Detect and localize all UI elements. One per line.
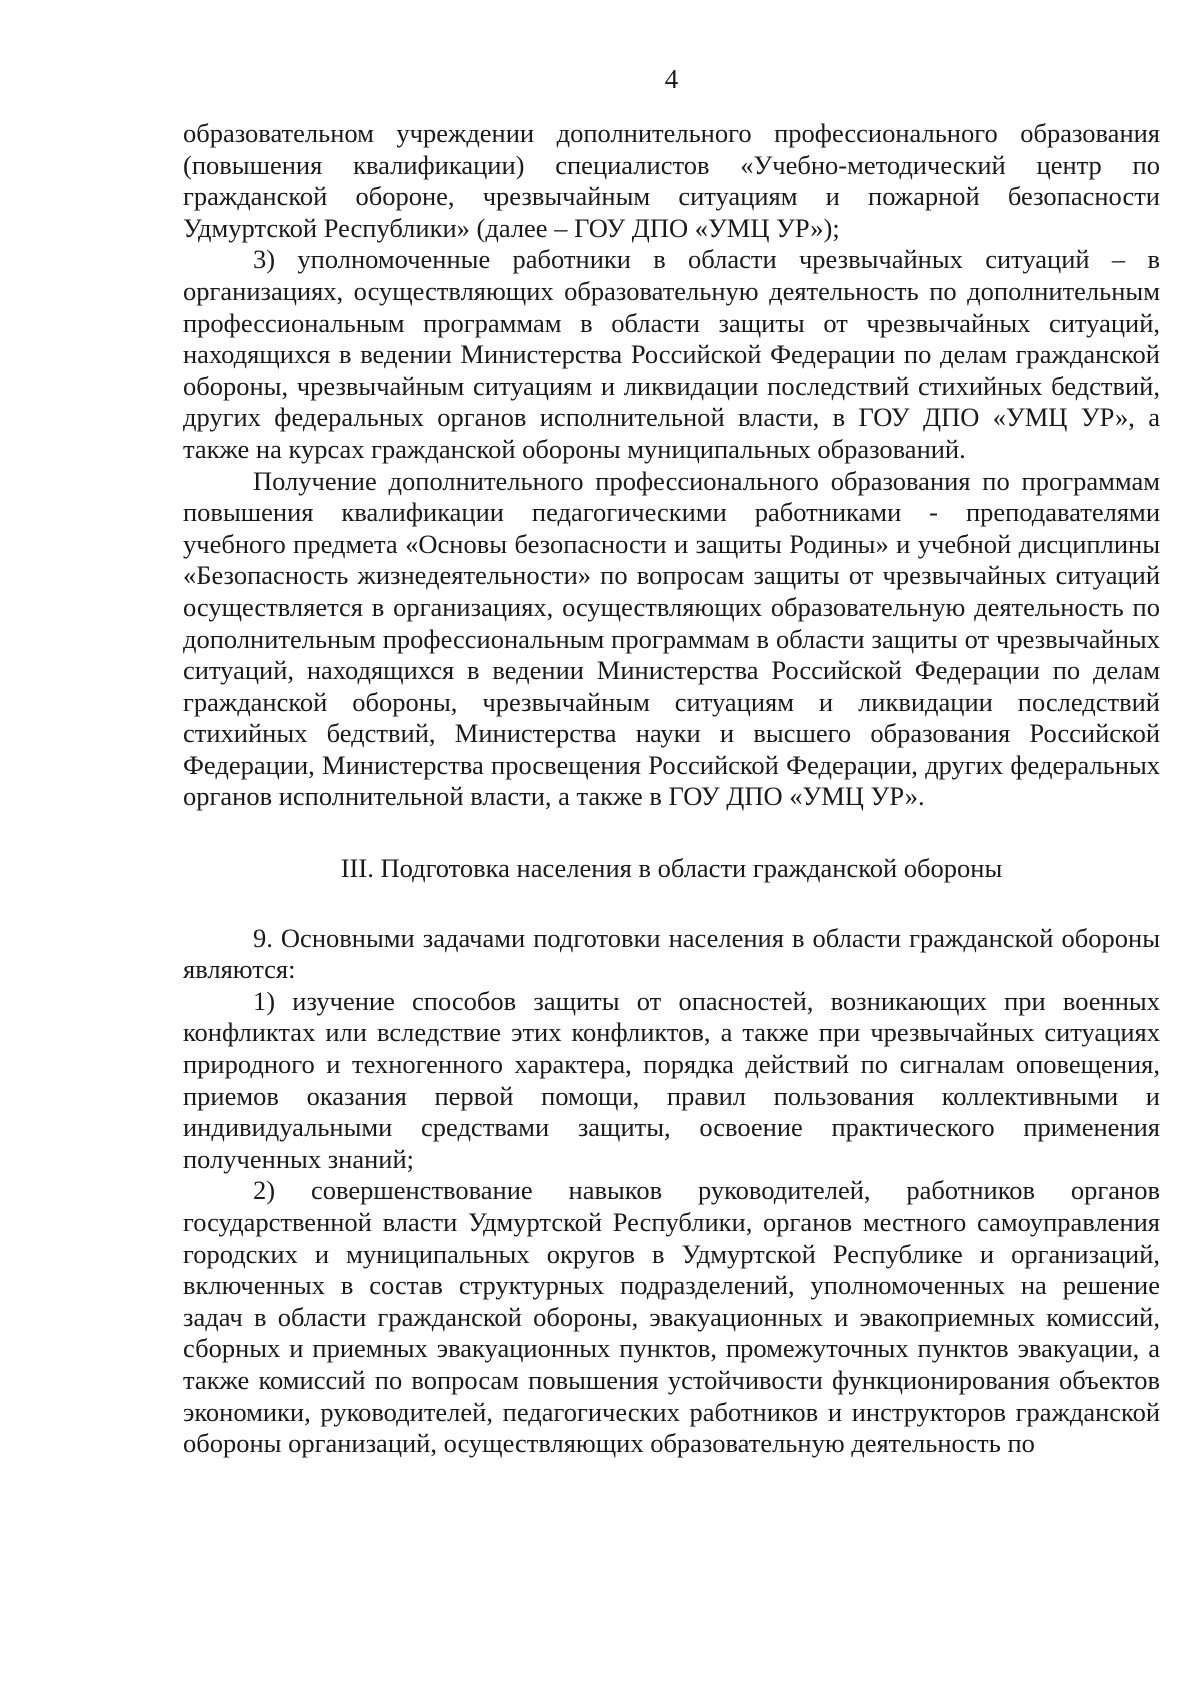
- paragraph-task-1: 1) изучение способов защиты от опасностей, возникающих при военных конфликтах или вследствие этих конфликтов, а также при чрезвычайных ситуациях природного и техногенного характера, порядка действий по сигналам оповещения, приемов оказания первой помощи, правил пользования коллективными и индивидуальными средствами защиты, освоение практического применения полученных знаний;: [183, 985, 1160, 1174]
- section-heading: III. Подготовка населения в области гражданской обороны: [340, 853, 1003, 884]
- paragraph-teacher-training: Получение дополнительного профессионального образования по программам повышения квалификации педагогическими работниками - преподавателями учебного предмета «Основы безопасности и защиты Родины» и учебной дисциплины «Безопасность жизнедеятельности» по вопросам защиты от чрезвычайных ситуаций осуществляется в организациях, осуществляющих образовательную деятельность по дополнительным профессиональным программам в области защиты от чрезвычайных ситуаций, находящихся в ведении Министерства Российской Федерации по делам гражданской обороны, чрезвычайным ситуациям и ликвидации последствий стихийных бедствий, Министерства науки и высшего образования Российской Федерации, Министерства просвещения Российской Федерации, других федеральных органов исполнительной власти, а также в ГОУ ДПО «УМЦ УР».: [183, 465, 1160, 812]
- paragraph-clause-9: 9. Основными задачами подготовки населения в области гражданской обороны являются:: [183, 922, 1160, 985]
- paragraph-item-3: 3) уполномоченные работники в области чрезвычайных ситуаций – в организациях, осуществляющих образовательную деятельность по дополнительным профессиональным программам в области защиты от чрезвычайных ситуаций, находящихся в ведении Министерства Российской Федерации по делам гражданской обороны, чрезвычайным ситуациям и ликвидации последствий стихийных бедствий, других федеральных органов исполнительной власти, в ГОУ ДПО «УМЦ УР», а также на курсах гражданской обороны муниципальных образований.: [183, 244, 1160, 464]
- page-number: 4: [664, 64, 679, 94]
- paragraph-task-2: 2) совершенствование навыков руководителей, работников органов государственной власти Удмуртской Республики, органов местного самоуправления городских и муниципальных округов в Удмуртской Республике и организаций, включенных в состав структурных подразделений, уполномоченных на решение задач в области гражданской обороны, эвакуационных и эвакоприемных комиссий, сборных и приемных эвакуационных пунктов, промежуточных пунктов эвакуации, а также комиссий по вопросам повышения устойчивости функционирования объектов экономики, руководителей, педагогических работников и инструкторов гражданской обороны организаций, осуществляющих образовательную деятельность по: [183, 1175, 1160, 1459]
- paragraph-institution-continued: образовательном учреждении дополнительного профессионального образования (повышения квалификации) специалистов «Учебно-методический центр по гражданской обороне, чрезвычайным ситуациям и пожарной безопасности Удмуртской Республики» (далее – ГОУ ДПО «УМЦ УР»);: [183, 118, 1160, 243]
- document-page: [183, 62, 1160, 1460]
